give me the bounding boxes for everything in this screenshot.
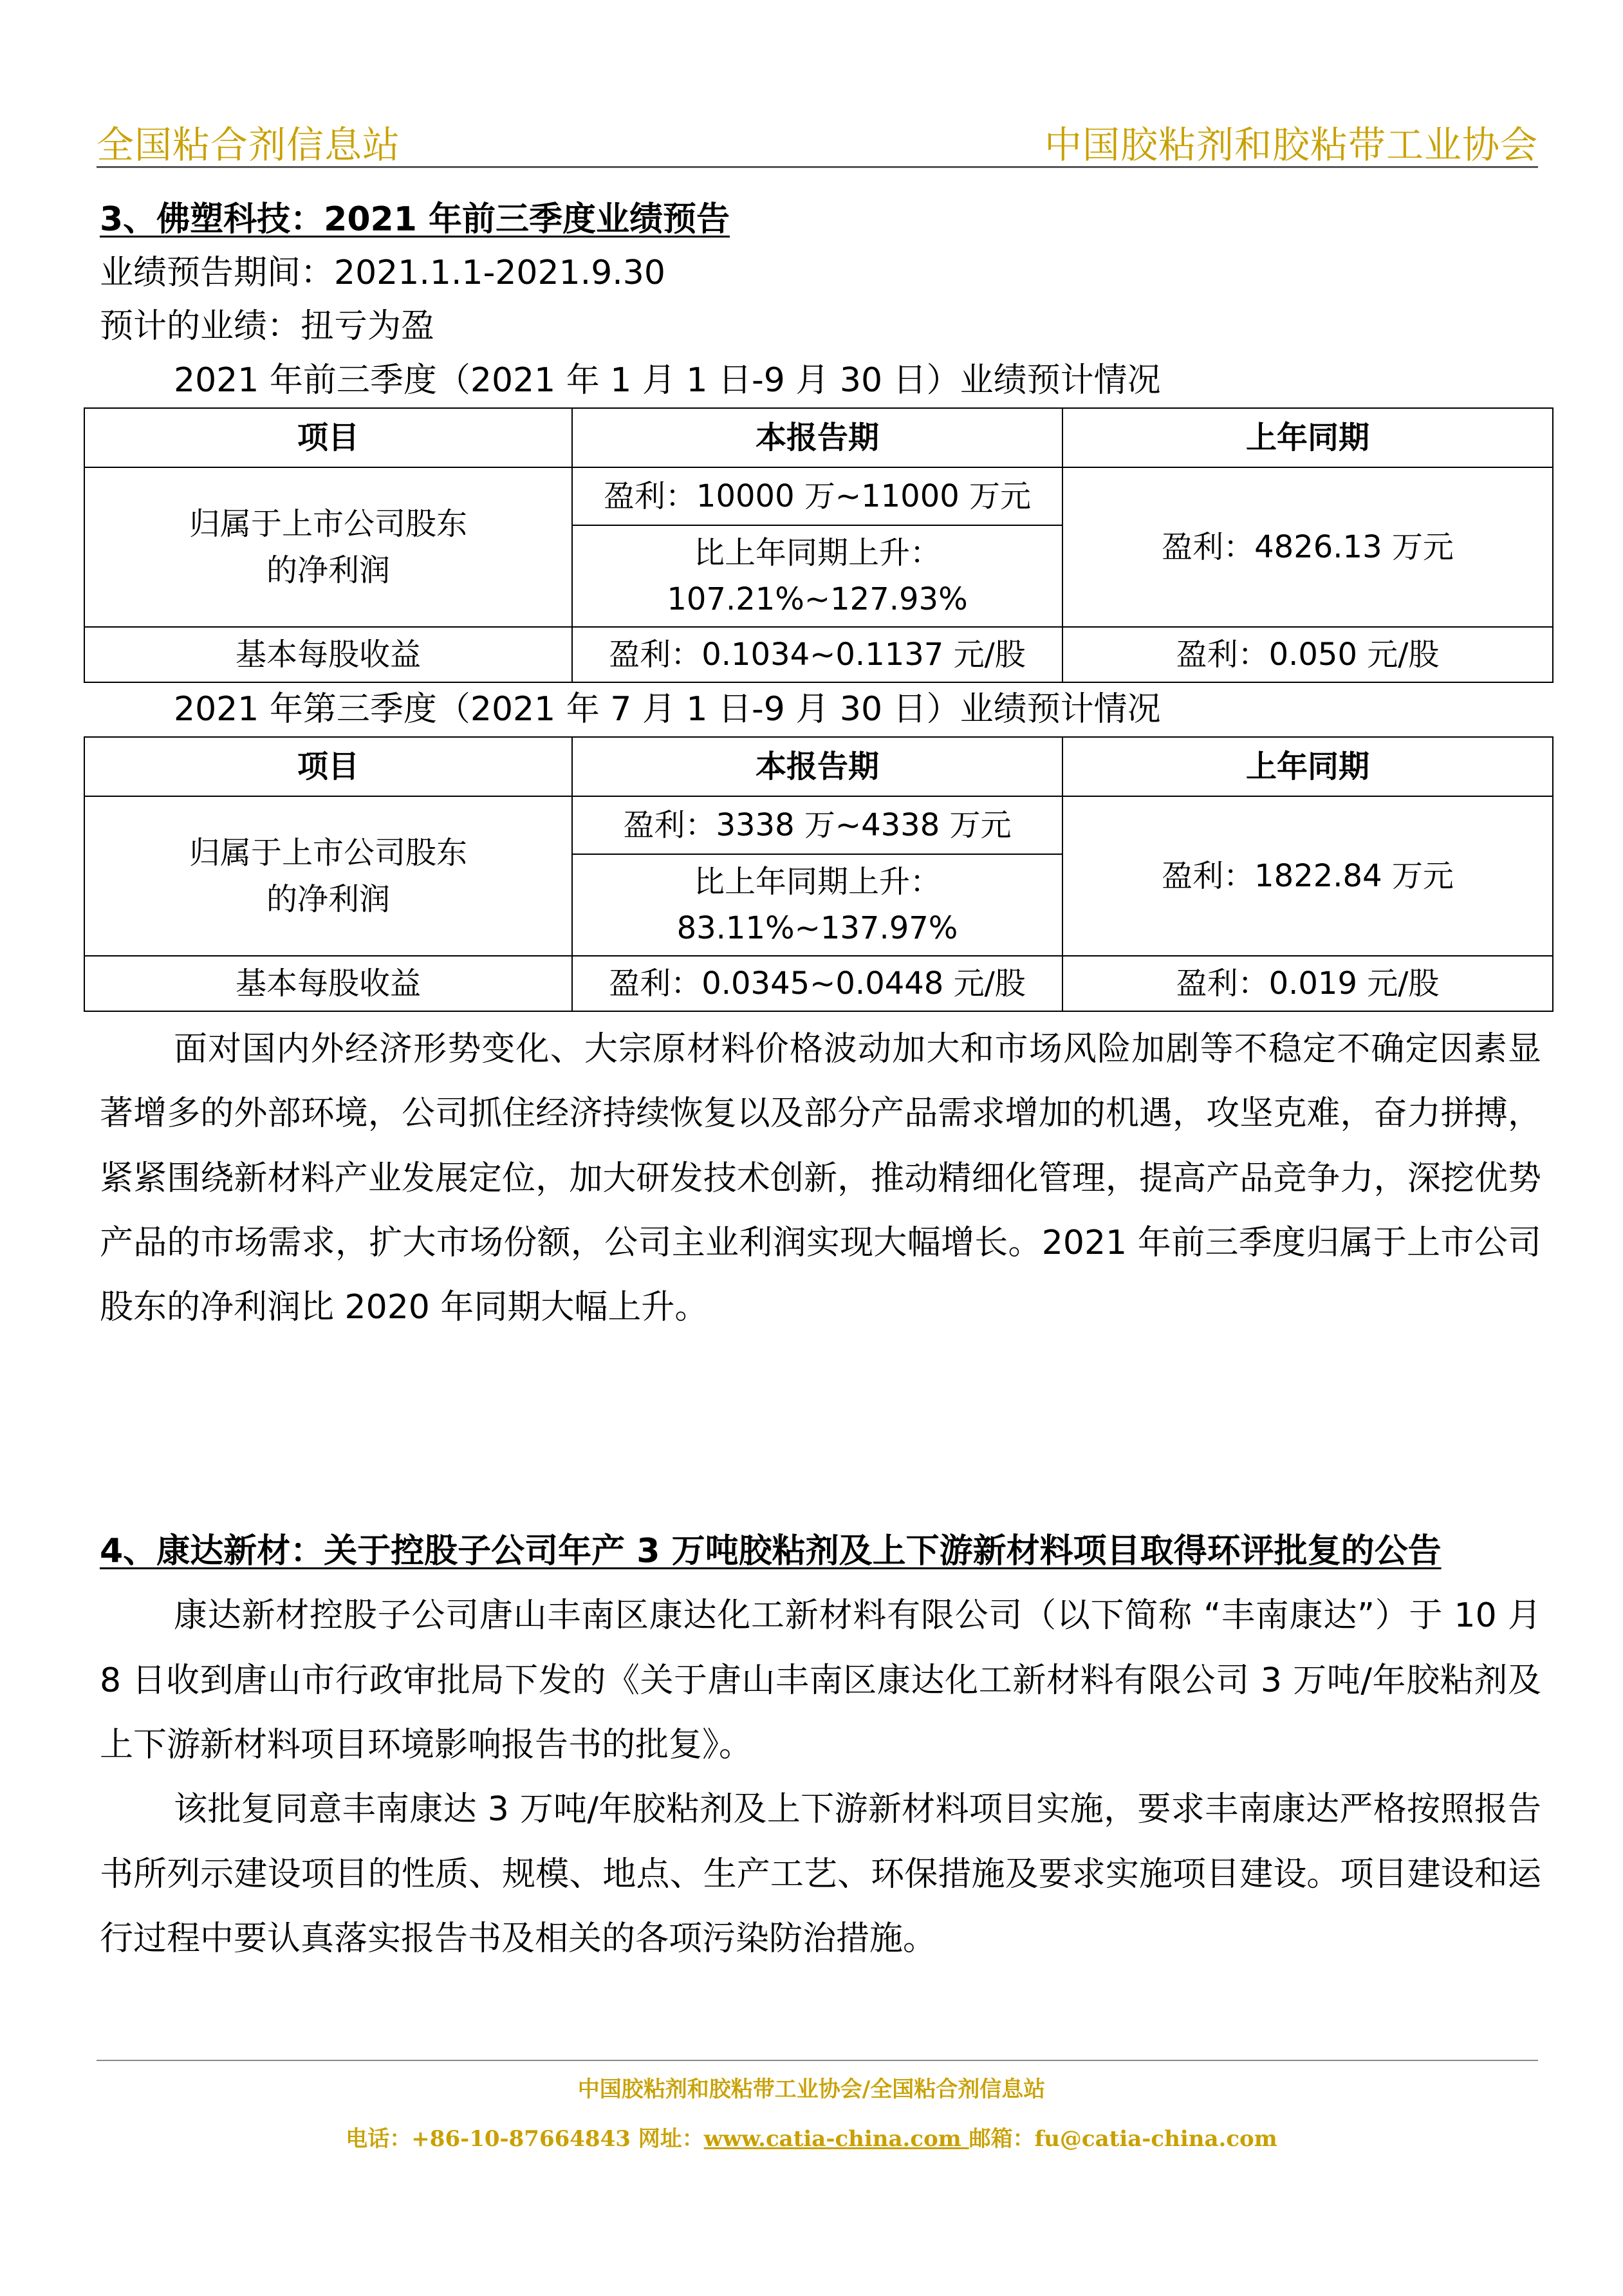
- table-header: 本报告期: [572, 737, 1062, 796]
- forecast-result: 预计的业绩：扭亏为盈: [100, 307, 435, 346]
- table-cell-label: [84, 467, 572, 627]
- table-cell: 盈利：1822.84 万元: [1062, 796, 1553, 956]
- section-4-paragraph-1: 康达新材控股子公司唐山丰南区康达化工新材料有限公司（以下简称 “丰南康达”）于 10 月 8 日收到唐山市行政审批局下发的《关于唐山丰南区康达化工新材料有限公司 3 万吨/年胶粘剂及上下游新材料项目环境影响报告书的批复》。: [100, 1596, 1541, 1765]
- table-cell: 盈利：10000 万~11000 万元: [572, 467, 1062, 525]
- section-4: [100, 1519, 1541, 1972]
- table-cell-label: 基本每股收益: [84, 956, 572, 1011]
- page-header: [97, 115, 1538, 165]
- table-cell: 盈利：0.1034~0.1137 元/股: [572, 627, 1062, 682]
- footer-organization: 中国胶粘剂和胶粘带工业协会/全国粘合剂信息站: [577, 2077, 1046, 2102]
- footer-email: 邮箱：fu@catia-china.com: [969, 2126, 1277, 2152]
- table-cell: [572, 854, 1062, 956]
- table-cell: 盈利：4826.13 万元: [1062, 467, 1553, 627]
- table-cell-label: [84, 796, 572, 956]
- label-line: 归属于上市公司股东: [189, 834, 467, 871]
- section-3-title: [100, 193, 1541, 247]
- header-divider: [97, 166, 1538, 168]
- cell-line: 比上年同期上升：: [693, 534, 941, 571]
- cell-line: 83.11%~137.97%: [676, 910, 958, 946]
- section-3-title-text: 3、佛塑科技：2021 年前三季度业绩预告: [100, 200, 730, 239]
- footer-website-link[interactable]: www.catia-china.com: [703, 2126, 969, 2152]
- table-cell-label: 基本每股收益: [84, 627, 572, 682]
- table-row: [84, 956, 1553, 1011]
- table1-caption: 2021 年前三季度（2021 年 1 月 1 日-9 月 30 日）业绩预计情况: [174, 360, 1161, 400]
- table-cell: 盈利：3338 万~4338 万元: [572, 796, 1062, 854]
- header-left-title: 全国粘合剂信息站: [97, 123, 401, 167]
- table-row: [84, 796, 1553, 854]
- section-3: [100, 193, 1541, 1340]
- label-line: 归属于上市公司股东: [189, 505, 467, 542]
- table-header: 项目: [84, 737, 572, 796]
- table-cell: [572, 525, 1062, 627]
- table-cell: 盈利：0.019 元/股: [1062, 956, 1553, 1011]
- table-header: 项目: [84, 408, 572, 467]
- header-right-title: 中国胶粘剂和胶粘带工业协会: [1044, 123, 1538, 167]
- table-row: [84, 627, 1553, 682]
- table-header: 上年同期: [1062, 737, 1553, 796]
- table1: [84, 407, 1553, 683]
- footer-phone: 电话：+86-10-87664843 网址：: [346, 2126, 704, 2152]
- cell-line: 比上年同期上升：: [693, 863, 941, 900]
- table-cell: 盈利：0.050 元/股: [1062, 627, 1553, 682]
- table-row: [84, 467, 1553, 525]
- table2: [84, 736, 1553, 1012]
- label-line: 的净利润: [266, 881, 390, 917]
- footer-divider: [97, 2060, 1538, 2061]
- footer-contact: [0, 2121, 1623, 2152]
- section-3-paragraph: 面对国内外经济形势变化、大宗原材料价格波动加大和市场风险加剧等不稳定不确定因素显著增多的外部环境，公司抓住经济持续恢复以及部分产品需求增加的机遇，攻坚克难，奋力拼搏，紧紧围绕新材料产业发展定位，加大研发技术创新，推动精细化管理，提高产品竞争力，深挖优势产品的市场需求，扩大市场份额，公司主业利润实现大幅增长。2021 年前三季度归属于上市公司股东的净利润比 2020 年同期大幅上升。: [100, 1029, 1541, 1327]
- forecast-period: 业绩预告期间：2021.1.1-2021.9.30: [100, 254, 665, 293]
- table-header: 上年同期: [1062, 408, 1553, 467]
- table-header-row: [84, 408, 1553, 467]
- table-header-row: [84, 737, 1553, 796]
- section-4-title: [100, 1519, 1541, 1583]
- table2-caption: 2021 年第三季度（2021 年 7 月 1 日-9 月 30 日）业绩预计情况: [174, 689, 1161, 729]
- section-4-paragraph-2: 该批复同意丰南康达 3 万吨/年胶粘剂及上下游新材料项目实施，要求丰南康达严格按照报告书所列示建设项目的性质、规模、地点、生产工艺、环保措施及要求实施项目建设。项目建设和运行过程中要认真落实报告书及相关的各项污染防治措施。: [100, 1790, 1541, 1959]
- table-header: 本报告期: [572, 408, 1062, 467]
- table-cell: 盈利：0.0345~0.0448 元/股: [572, 956, 1062, 1011]
- section-4-title-text: 4、康达新材：关于控股子公司年产 3 万吨胶粘剂及上下游新材料项目取得环评批复的公告: [100, 1532, 1442, 1571]
- cell-line: 107.21%~127.93%: [667, 581, 968, 617]
- label-line: 的净利润: [266, 552, 390, 588]
